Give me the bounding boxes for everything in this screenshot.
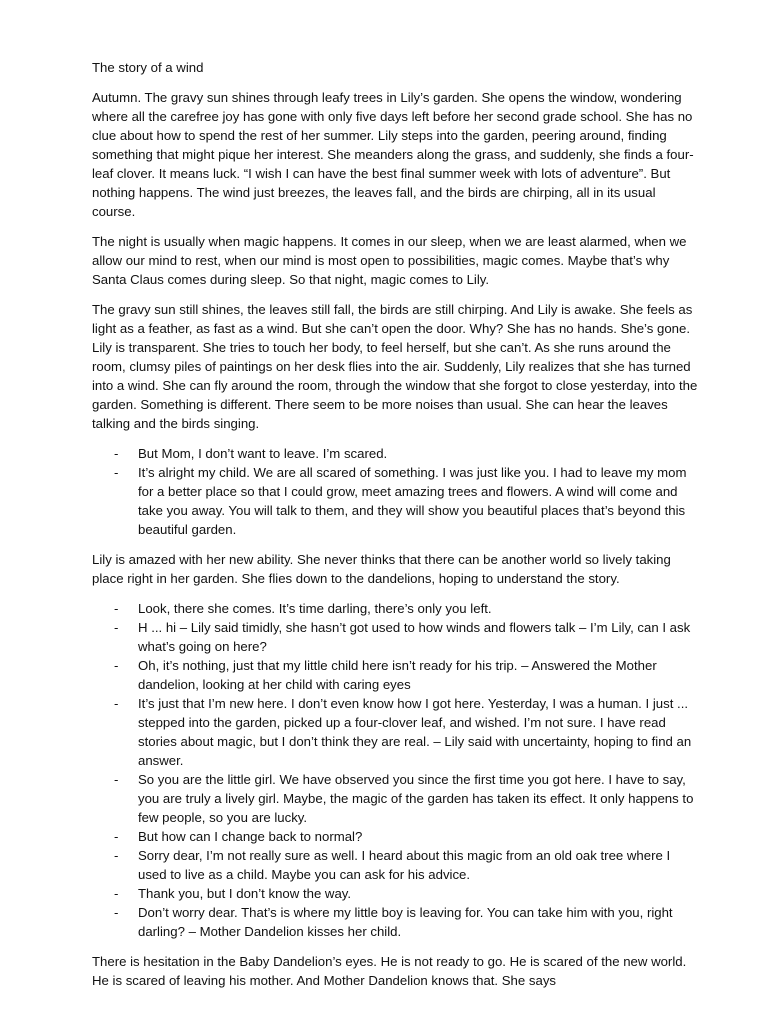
dialogue-item xyxy=(92,444,698,463)
bullet-dash: - xyxy=(114,696,119,711)
bullet-dash: - xyxy=(114,601,119,616)
bullet-dash: - xyxy=(114,772,119,787)
bullet-dash: - xyxy=(114,465,119,480)
dialogue-text: Look, there she comes. It’s time darling, there’s only you left. xyxy=(138,601,492,616)
dialogue-text: But how can I change back to normal? xyxy=(138,829,363,844)
document-title: The story of a wind xyxy=(92,60,204,75)
paragraph-night: The night is usually when magic happens. It comes in our sleep, when we are least alarmed, when we allow our mind to rest, when our mind is most open to possibilities, magic comes. Maybe that’s why Santa Claus comes during sleep. So that night, magic comes to Lily. xyxy=(92,234,687,287)
dialogue-item xyxy=(92,599,698,618)
paragraph-autumn: Autumn. The gravy sun shines through leafy trees in Lily’s garden. She opens the window, wondering where all the carefree joy has gone with only five days left before her second grade school. She has no clue about how to spend the rest of her summer. Lily steps into the garden, peering around, finding something that might pique her interest. She meanders along the grass, and suddenly, she finds a four-leaf clover. It means luck. “I wish I can have the best final summer week with lots of adventure”. But nothing happens. The wind just breezes, the leaves fall, and the birds are chirping, all in its usual course. xyxy=(92,90,694,219)
paragraph-hesitation: There is hesitation in the Baby Dandelion’s eyes. He is not ready to go. He is scared of the new world. He is scared of leaving his mother. And Mother Dandelion knows that. She says xyxy=(92,954,687,988)
dialogue-item xyxy=(92,694,698,770)
dialogue-item xyxy=(92,463,698,539)
dialogue-item xyxy=(92,770,698,827)
dialogue-text: Oh, it’s nothing, just that my little child here isn’t ready for his trip. – Answered the Mother dandelion, looking at her child with caring eyes xyxy=(138,658,657,692)
bullet-dash: - xyxy=(114,905,119,920)
dialogue-text: So you are the little girl. We have observed you since the first time you got here. I have to say, you are truly a lively girl. Maybe, the magic of the garden has taken its effect. It only happens to few people, so you are lucky. xyxy=(138,772,694,825)
bullet-dash: - xyxy=(114,886,119,901)
dialogue-text: Don’t worry dear. That’s is where my little boy is leaving for. You can take him with you, right darling? – Mother Dandelion kisses her child. xyxy=(138,905,673,939)
dialogue-item xyxy=(92,827,698,846)
bullet-dash: - xyxy=(114,620,119,635)
dialogue-list-1 xyxy=(92,444,698,539)
dialogue-text: It’s alright my child. We are all scared of something. I was just like you. I had to leave my mom for a better place so that I could grow, meet amazing trees and flowers. A wind will come and take you away. You will talk to them, and they will show you beautiful places that’s beyond this beautiful garden. xyxy=(138,465,687,537)
dialogue-text: Sorry dear, I’m not really sure as well. I heard about this magic from an old oak tree where I used to live as a child. Maybe you can ask for his advice. xyxy=(138,848,671,882)
dialogue-text: It’s just that I’m new here. I don’t even know how I got here. Yesterday, I was a human. I just ... stepped into the garden, picked up a four-clover leaf, and wished. I’m not sure. I have read stories about magic, but I don’t think they are real. – Lily said with uncertainty, hoping to find an answer. xyxy=(138,696,692,768)
dialogue-text: Thank you, but I don’t know the way. xyxy=(138,886,352,901)
dialogue-item xyxy=(92,618,698,656)
bullet-dash: - xyxy=(114,829,119,844)
paragraph-transformation: The gravy sun still shines, the leaves still fall, the birds are still chirping. And Lily is awake. She feels as light as a feather, as fast as a wind. But she can’t open the door. Why? She has no hands. She’s gone. Lily is transparent. She tries to touch her body, to feel herself, but she can’t. As she runs around the room, clumsy piles of paintings on her desk flies into the air. Suddenly, Lily realizes that she has turned into a wind. She can fly around the room, through the window that she forgot to close yesterday, into the garden. Something is different. There seem to be more noises than usual. She can hear the leaves talking and the birds singing. xyxy=(92,302,698,431)
dialogue-text: But Mom, I don’t want to leave. I’m scared. xyxy=(138,446,388,461)
dialogue-list-2 xyxy=(92,599,698,941)
bullet-dash: - xyxy=(114,446,119,461)
dialogue-item xyxy=(92,846,698,884)
dialogue-item xyxy=(92,884,698,903)
dialogue-item xyxy=(92,903,698,941)
bullet-dash: - xyxy=(114,658,119,673)
dialogue-item xyxy=(92,656,698,694)
paragraph-amazed: Lily is amazed with her new ability. She never thinks that there can be another world so lively taking place right in her garden. She flies down to the dandelions, hoping to understand the story. xyxy=(92,552,671,586)
dialogue-text: H ... hi – Lily said timidly, she hasn’t got used to how winds and flowers talk – I’m Lily, can I ask what’s going on here? xyxy=(138,620,691,654)
bullet-dash: - xyxy=(114,848,119,863)
